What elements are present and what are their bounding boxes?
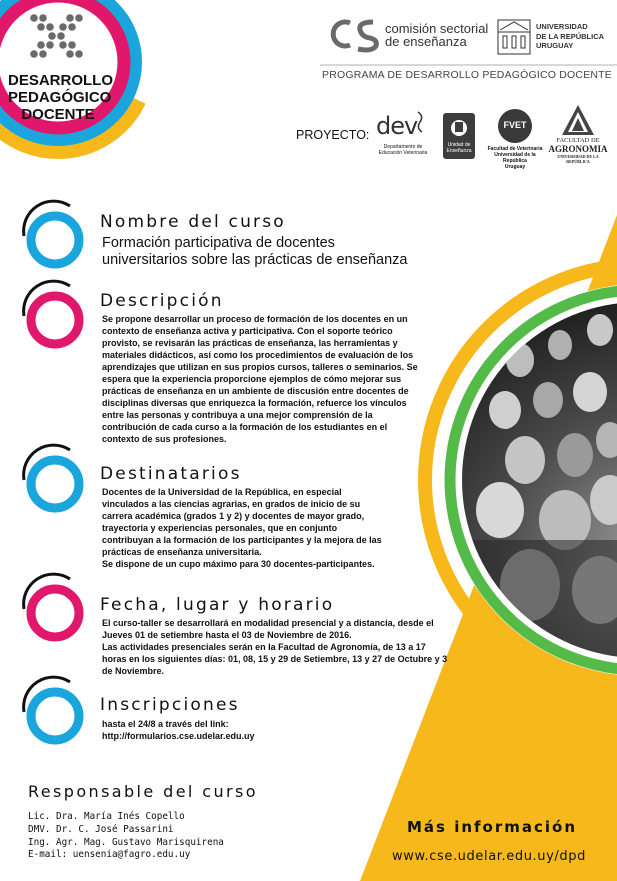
more-info-title: Más información <box>407 818 578 836</box>
inscripciones-line-1: hasta el 24/8 a través del link: <box>102 719 229 729</box>
section-icon-descripcion <box>24 281 79 344</box>
cse-logo-text <box>385 22 488 48</box>
logo-line-1: DESARROLLO <box>8 72 113 89</box>
responsable-person-2: DMV. Dr. C. José Passarini <box>28 823 174 835</box>
project-label: PROYECTO: <box>296 128 370 142</box>
registration-link[interactable]: http://formularios.cse.udelar.edu.uy <box>102 731 255 741</box>
section-icon-inscripciones <box>24 677 79 740</box>
cse-line-2: de enseñanza <box>385 34 467 49</box>
section-title-inscripciones: Inscripciones <box>100 695 240 715</box>
section-icon-destinatarios <box>24 445 79 508</box>
udelar-line-1: UNIVERSIDAD <box>536 22 588 31</box>
fvet-caption-3: Uruguay <box>504 164 526 170</box>
fvet-logo-caption <box>484 146 546 170</box>
responsable-person-1: Lic. Dra. María Inés Copello <box>28 811 185 822</box>
section-icon-fecha <box>24 574 79 637</box>
responsable-email[interactable]: E-mail: uensenia@fagro.edu.uy <box>28 849 191 861</box>
course-name-line-1: Formación participativa de docentes <box>102 235 335 251</box>
fvet-logo-text: FVET <box>503 120 527 130</box>
section-title-fecha: Fecha, lugar y horario <box>100 595 335 615</box>
fecha-body-1: El curso-taller se desarrollará en modalidad presencial y a distancia, desde el Jueves 01 de setiembre hasta el 03 de Noviembre de 2016. <box>102 618 434 640</box>
more-info-url[interactable]: www.cse.udelar.edu.uy/dpd <box>392 849 586 864</box>
logo-line-2: PEDAGÓGICO <box>8 89 112 106</box>
fvet-caption-2: Universidad de la República <box>494 152 536 164</box>
dev-logo-caption: Departamento de Educación Veterinaria <box>378 144 428 156</box>
fvet-caption-1: Facultad de Veterinaria <box>487 146 543 152</box>
course-name <box>102 235 432 269</box>
section-body-destinatarios <box>102 486 382 570</box>
agro-line-3: UNIVERSIDAD DE LA REPÚBLICA <box>557 154 599 164</box>
destinatarios-note: Se dispone de un cupo máximo para 30 docentes-participantes. <box>102 559 375 569</box>
program-header: PROGRAMA DE DESARROLLO PEDAGÓGICO DOCENTE <box>322 69 613 81</box>
program-logo-text <box>8 72 113 123</box>
section-title-nombre: Nombre del curso <box>100 212 286 232</box>
udelar-shield-icon <box>498 20 530 54</box>
agronomia-logo-icon <box>562 105 594 135</box>
responsable-list <box>28 811 224 862</box>
logo-line-3: DOCENTE <box>21 106 95 123</box>
destinatarios-body: Docentes de la Universidad de la República, en especial vinculados a las ciencias agrarias, en grados de inicio de su carrera académica (grados 1 y 2) y docentes de mayor grado, trayectoria y experiencias personales, que en conjunto contribuyan a la formación de los participantes y la mejora de las prácticas de enseñanza universitaria. <box>102 487 382 557</box>
agro-line-2: AGRONOMIA <box>548 144 608 154</box>
cse-line-1: comisión sectorial <box>385 21 489 36</box>
section-icon-nombre <box>24 201 79 264</box>
section-body-inscripciones <box>102 718 432 742</box>
section-title-descripcion: Descripción <box>100 291 224 311</box>
cse-logo-mark <box>333 22 376 50</box>
dev-logo-icon <box>418 112 422 132</box>
responsable-title: Responsable del curso <box>28 782 258 801</box>
agronomia-logo-text <box>548 137 608 164</box>
fecha-body-2: Las actividades presenciales serán en la Facultad de Agronomía, de 13 a 17 horas en los siguientes días: 01, 08, 15 y 29 de Setiembre, 13 y 27 de Octubre y 3 de Noviembre. <box>102 642 448 676</box>
dev-logo-text: dev <box>376 112 418 140</box>
responsable-person-3: Ing. Agr. Mag. Gustavo Marisquirena <box>28 836 224 848</box>
agro-line-1: FACULTAD DE <box>556 137 600 144</box>
ue-logo-caption: Unidad de Enseñanza <box>446 142 472 154</box>
udelar-logo-text <box>536 22 604 51</box>
course-name-line-2: universitarios sobre las prácticas de enseñanza <box>102 252 408 268</box>
udelar-line-3: URUGUAY <box>536 41 574 50</box>
udelar-line-2: DE LA REPÚBLICA <box>536 31 605 41</box>
section-body-fecha <box>102 617 452 677</box>
section-title-destinatarios: Destinatarios <box>100 464 242 484</box>
section-body-descripcion: Se propone desarrollar un proceso de formación de los docentes en un contexto de enseñanza activa y participativa. Con el soporte teórico provisto, se revisarán las prácticas de enseñanza, las herramientas y materiales didácticos, así como los procedimientos de evaluación de los aprendizajes que utilizan en sus propios cursos, talleres o seminarios. Se espera que la experiencia proporcione ejemplos de cómo mejorar sus prácticas de enseñanza en un ambiente de discusión entre docentes de disciplinas diversas que enriquezca la formación, refuerce los vínculos entre las personas y contribuya a una mejor comprensión de la contribución de cada curso a la formación de los estudiantes en el contexto de sus profesiones. <box>102 314 418 444</box>
